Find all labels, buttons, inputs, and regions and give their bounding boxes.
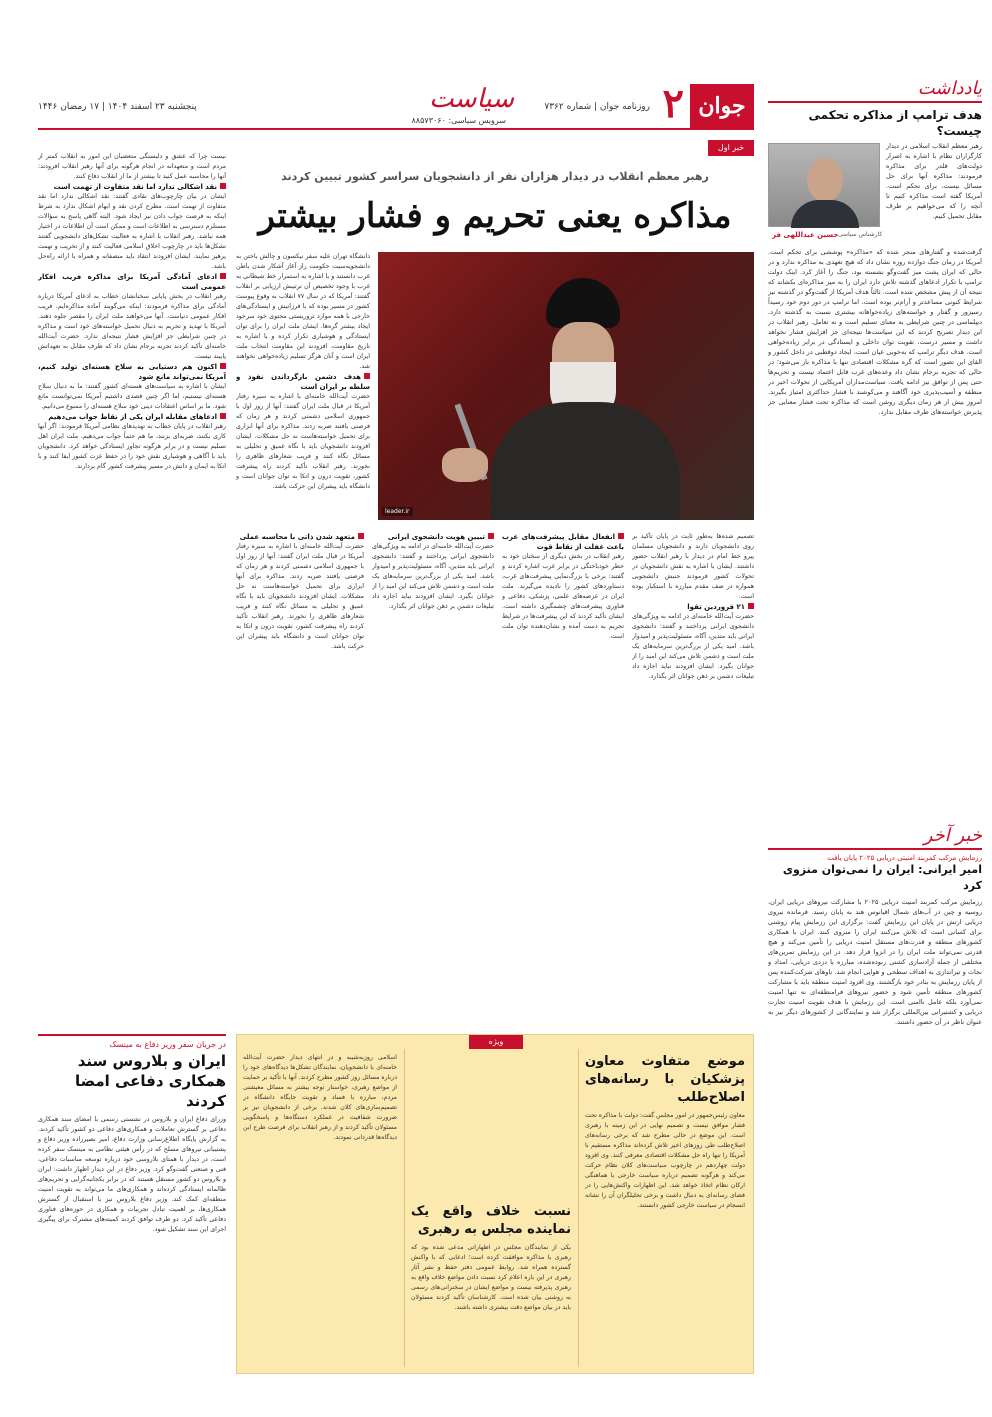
article-column-f xyxy=(372,532,494,1022)
article-column-c-text: رهبر انقلاب در بخش دیگری از سخنان خود به خطر خودباختگی در برابر غرب اشاره کردند و گفتند: برخی با بزرگ‌نمایی پیشرفت‌های غرب، دستاوردهای کشور را نادیده می‌گیرند. ملت ایران در عرصه‌های علمی، پزشکی، دفاعی و فناوری پیشرفت‌های چشمگیری داشته است. ایشان تأکید کردند که این پیشرفت‌ها در شرایط تحریم به دست آمده و نشان‌دهنده توان ملت است. xyxy=(502,553,624,640)
left-body-4: رهبر انقلاب در پایان خطاب به تهدیدهای نظامی آمریکا فرمودند: اگر آنها کاری بکنند، ضربه‌ای بزنند، ما هم حتماً جواب می‌دهیم. ملت ایران اهل تسلیم نیست و در برابر هرگونه تجاوز ایستادگی خواهد کرد. دانشجویان باید با آگاهی و هوشیاری نقش خود را در حفظ عزت کشور ایفا کنند و با اتکا به ایمان و دانش در مسیر پیشرفت کشور گام بردارند. xyxy=(38,423,226,470)
subheading-1-text: هدف دشمن بازگرداندن نفوذ و سلطه بر ایران است xyxy=(236,373,370,391)
left-subheading-2 xyxy=(38,272,226,292)
article-kicker: رهبر معظم انقلاب در دیدار هزاران نفر از دانشجویان سراسر کشور تبیین کردند xyxy=(281,170,709,183)
bullet-square xyxy=(358,533,364,539)
subheading-4 xyxy=(372,532,494,542)
author-photo xyxy=(768,143,880,227)
subheading-3 xyxy=(632,602,754,612)
belarus-story xyxy=(38,1034,226,1374)
subheading-5 xyxy=(236,532,364,542)
article-column-d-text: تصمیم شده‌ها به‌طور ثابت در پایان تأکید بر روی دانشجویان دارند و دانشجویان مسلمان پیرو خط امام در دیدار با رهبر انقلاب حضور داشتند. ایشان با اشاره به نقش دانشجویان در تحولات کشور فرمودند جنبش دانشجویی همواره در صف مقدم مبارزه با استکبار بوده است. xyxy=(632,533,754,600)
special-column-1 xyxy=(585,1053,745,1365)
subheading-4-text: تبیین هویت دانشجوی ایرانی xyxy=(387,533,485,541)
note-label: یادداشت xyxy=(768,78,982,103)
left-subheading-3 xyxy=(38,362,226,382)
left-subheading-3-text: اکنون هم دستیابی به سلاح هسته‌ای تولید کنیم، آمریکا نمی‌تواند مانع شود xyxy=(38,363,226,381)
left-column xyxy=(38,152,226,1004)
section-name: سیاست xyxy=(429,84,514,114)
bullet-square xyxy=(220,183,226,189)
bullet-square xyxy=(220,273,226,279)
article-column-b-text: حضرت آیت‌الله خامنه‌ای با اشاره به سیره رفتار آمریکا در قبال ملت ایران گفتند: آنها از روز اول با جمهوری اسلامی دشمنی کردند و هر زمان که فرصتی یافتند ضربه زدند. مذاکره برای آنها ابزاری برای تحمیل خواسته‌هاست نه حل مشکلات. ایشان افزودند دانشجویان باید با نگاه عمیق و تحلیلی به مسائل نگاه کنند و فریب شعارهای ظاهری را نخورند. رهبر انقلاب تأکید کردند راه پیشرفت کشور، تقویت درون و اتکا به توان جوانان است و دانشگاه باید پیشران این حرکت باشد. xyxy=(236,393,370,490)
special-box xyxy=(236,1034,754,1374)
last-news-kicker: رزمایش مرکب کمربند امنیتی دریایی ۲۰۲۵ پایان یافت xyxy=(827,854,982,862)
author-body xyxy=(791,200,859,228)
article-column-e xyxy=(502,532,624,1022)
photo-robe xyxy=(490,402,680,520)
photo-turban xyxy=(546,278,620,328)
bullet-square xyxy=(220,413,226,419)
note-body: گرفت‌شده و گفتارهای منجر شده که «مذاکره» پوششی برای تحکم است. آمریکا در زمان جنگ دوازده روزه نشان داد که هیچ تعهدی به مذاکره ندارد و در حالی که ایران پشت میز گفت‌وگو نشسته بود، جنگ را آغاز کرد. اینک دولت ترامپ با تکرار ادعاهای گذشته تلاش دارد ایران را به میز مذاکره‌ای بکشاند که نتیجه آن از پیش مشخص شده است. ثالثاً هدف آمریکا از گفت‌وگو در گذشته نیز شرایط کنونی مساعدتر و آرام‌تر بوده است، اما ترامپ در دور دوم خود رسیداً رسیزور و گفتار و خواسته‌های زیاده‌خواهانه بیشتری نسبت به گذشته دارد. دیپلماسی در چنین شرایطی به معنای تسلیم است و نه تعامل. رهبر انقلاب در این دیدار تصریح کردند که این سیاست‌ها نتیجه‌ای جز افزایش فشار نخواهد داشت و مسیر درست، تقویت توان داخلی و ایستادگی در برابر زیاده‌خواهی است. هدف دیگر ترامپ که به‌خوبی عیان است، ایجاد دوقطبی در داخل کشور و القای این تصور است که گره مشکلات اقتصادی تنها با مذاکره باز می‌شود؛ در حالی که تجربه برجام نشان داد وعده‌های غرب قابل اعتماد نیست و تحریم‌ها حتی پس از توافق نیز ادامه یافت. سیاست‌مداران آمریکایی از تحولات اخیر در منطقه و آسیب‌پذیری خود آگاهند و می‌کوشند با فشار حداکثری امتیاز بگیرند. امروز بیش از هر زمان دیگری روشن است که مذاکره تحت فشار معنایی جز پذیرش خواسته‌های طرف مقابل ندارد. xyxy=(768,248,982,416)
special-title-1: موضع متفاوت معاون پزشکیان با رسانه‌های اصلاح‌طلب xyxy=(585,1054,745,1105)
column-divider xyxy=(404,1049,405,1367)
right-column xyxy=(768,78,982,1417)
special-column-3 xyxy=(243,1053,397,1365)
special-column-2 xyxy=(411,1053,571,1365)
belarus-body: وزرای دفاع ایران و بلاروس در نشستی رسمی با امضای سند همکاری دفاعی بر گسترش تعاملات و همکاری‌های دفاعی دو کشور تأکید کردند. به گزارش پایگاه اطلاع‌رسانی وزارت دفاع، امیر نصیرزاده وزیر دفاع و پشتیبانی نیروهای مسلح که در رأس هیئتی نظامی به مینسک سفر کرده است، در دیدار با همتای بلاروسی خود درباره توسعه مناسبات دفاعی، فنی و صنعتی گفت‌وگو کرد. وزیر دفاع در این دیدار اظهار داشت: ایران و بلاروس دو کشور مستقل هستند که در برابر یکجانبه‌گرایی و تحریم‌های ظالمانه ایستادگی کرده‌اند و همکاری‌های ما می‌تواند به تقویت امنیت منطقه‌ای کمک کند. وزیر دفاع بلاروس نیز با استقبال از گسترش همکاری‌ها، بر اهمیت تبادل تجربیات و همکاری در حوزه‌های فناوری دفاعی تأکید کرد. دو طرف توافق کردند کمیته‌های مشترک برای پیگیری اجرای این سند تشکیل شود. xyxy=(38,1116,226,1233)
article-column-e-text: حضرت آیت‌الله خامنه‌ای در ادامه به ویژگی‌های دانشجوی ایرانی پرداختند و گفتند: دانشجوی ایرانی باید متدین، آگاه، مسئولیت‌پذیر و امیدوار باشد. امید یکی از بزرگ‌ترین سرمایه‌های یک ملت است و دشمن تلاش می‌کند این امید را از جوانان بگیرد. ایشان افزودند نباید اجازه داد تبلیغات دشمن بر ذهن جوانان اثر بگذارد. xyxy=(372,543,494,610)
note-title: هدف ترامپ از مذاکره تحکمی چیست؟ xyxy=(808,108,982,138)
left-subheading-2-text: ادعای آمادگی آمریکا برای مذاکره فریب افکار عمومی است xyxy=(38,273,226,291)
subheading-2 xyxy=(502,532,624,552)
special-title-2: نسبت خلاف واقع یک نماینده مجلس به رهبری xyxy=(411,1204,571,1237)
subheading-3-text: ۲۱ فروردین تقوا xyxy=(687,603,745,611)
left-subheading-1 xyxy=(38,182,226,192)
author-name: حسین عبداللهی فر xyxy=(772,231,839,239)
subheading-5-text: متعهد شدن ذاتی با محاسبه عملی xyxy=(239,533,355,541)
article-headline: مذاکره یعنی تحریم و فشار بیشتر xyxy=(258,196,732,236)
left-body-2: رهبر انقلاب در بخش پایانی سخنانشان خطاب به ادعای آمریکا درباره آمادگی برای مذاکره فرمودند: اینکه می‌گویند آماده مذاکره‌ایم، فریب افکار عمومی دنیاست. آنها می‌خواهند ملت ایران را مقصر جلوه دهند. آمریکا با تهدید و تحریم به دنبال تحمیل خواسته‌های خود است و مذاکره در چنین شرایطی جز افزایش فشار نتیجه‌ای ندارد. حضرت آیت‌الله خامنه‌ای تأکید کردند تجربه برجام نشان داد که طرف مقابل به تعهداتش پایبند نیست. xyxy=(38,293,226,360)
bullet-square xyxy=(220,363,226,369)
belarus-title: ایران و بلاروس سند همکاری دفاعی امضا کردند xyxy=(74,1052,226,1110)
special-tag: ویژه xyxy=(469,1035,523,1049)
article-column-g-text: حضرت آیت‌الله خامنه‌ای با اشاره به سیره رفتار آمریکا در قبال ملت ایران گفتند: آنها از روز اول با جمهوری اسلامی دشمنی کردند و هر زمان که فرصتی یافتند ضربه زدند. مذاکره برای آنها ابزاری برای تحمیل خواسته‌هاست نه حل مشکلات. ایشان افزودند دانشجویان باید با نگاه عمیق و تحلیلی به مسائل نگاه کنند و فریب شعارهای ظاهری را نخورند. رهبر انقلاب تأکید کردند راه پیشرفت کشور، تقویت درون و اتکا به توان جوانان است و دانشگاه باید پیشران این حرکت باشد. xyxy=(236,543,364,650)
article-column-d2-text: حضرت آیت‌الله خامنه‌ای در ادامه به ویژگی‌های دانشجوی ایرانی پرداختند و گفتند: دانشجوی ایرانی باید متدین، آگاه، مسئولیت‌پذیر و امیدوار باشد. امید یکی از بزرگ‌ترین سرمایه‌های یک ملت است و دشمن تلاش می‌کند این امید را از جوانان بگیرد. ایشان افزودند نباید اجازه داد تبلیغات دشمن بر ذهن جوانان اثر بگذارد. xyxy=(632,613,754,680)
note-intro: رهبر معظم انقلاب اسلامی در دیدار کارگزاران نظام با اشاره به اصرار دولت‌های قلدر برای مذاکره فرمودند: مذاکره آنها برای حل مسائل نیست، برای تحکم است. آمریکا گفته است مذاکره کنیم تا آنچه را که می‌خواهیم بر طرف مقابل تحمیل کنیم. xyxy=(886,142,982,220)
left-body-1: ایشان در بیان چارچوب‌های نقادی گفتند: نقد اشکالی ندارد اما نقد متفاوت از تهمت است. مطرح کردن نقد و ابهام اشکال ندارد به شرط اینکه به فرصت جواب دادن نیز ایجاد شود. البته گاهی پاسخ به سؤالات مستلزم دسترسی به اطلاعات است و ممکن است آن اطلاعات در اختیار همه نباشد. رهبر انقلاب با اشاره به فعالیت تشکل‌های دانشجویی گفتند تشکل‌ها باید در چارچوب اخلاق اسلامی فعالیت کنند و از تخریب و تهمت پرهیز نمایند. ایشان افزودند انتقاد باید منصفانه و همراه با ارائه راه‌حل باشد. xyxy=(38,193,226,270)
column-divider xyxy=(578,1049,579,1367)
paper-logo: جوان xyxy=(690,84,754,128)
subheading-2-text: انفعال مقابل پیشرفت‌های غرب باعث غفلت از نقاط قوت xyxy=(502,533,624,551)
last-news xyxy=(768,825,982,1247)
paper-info: روزنامه جوان | شماره ۷۳۶۲ xyxy=(544,102,650,112)
author-face xyxy=(807,158,843,202)
article-column-d xyxy=(632,532,754,1022)
masthead xyxy=(38,80,754,130)
belarus-kicker: در جریان سفر وزیر دفاع به مینسک xyxy=(109,1040,226,1049)
article-column-a xyxy=(236,252,370,520)
bullet-square xyxy=(618,533,624,539)
bullet-square xyxy=(364,373,370,379)
section-tag: خبر اول xyxy=(708,140,754,156)
note-top xyxy=(768,139,982,247)
photo-credit: leader.ir xyxy=(382,507,413,516)
bullet-square xyxy=(748,603,754,609)
left-subheading-1-text: نقد اشکالی ندارد اما نقد متفاوت از تهمت است xyxy=(53,183,217,191)
last-news-label: خبر آخر xyxy=(768,825,982,850)
last-news-title: امیر ایرانی: ایران را نمی‌توان منزوی کرد xyxy=(782,863,982,892)
subheading-1 xyxy=(236,372,370,392)
left-subheading-4-text: ادعاهای مقابله ایران یکی از نقاط جواب می‌دهیم xyxy=(48,413,217,421)
bullet-square xyxy=(488,533,494,539)
last-news-body: رزمایش مرکب کمربند امنیت دریایی ۲۰۲۵ با مشارکت نیروهای دریایی ایران، روسیه و چین در آب‌های شمال اقیانوس هند به پایان رسید. فرمانده نیروی دریایی ارتش در پایان این رزمایش گفت: برگزاری این رزمایش پیام روشنی برای کسانی است که تلاش می‌کنند ایران را منزوی کنند. ایران با همکاری کشورهای منطقه و قدرت‌های مستقل امنیت دریایی را تأمین می‌کند و هیچ قدرتی نمی‌تواند ملت ایران را در انزوا قرار دهد. در این رزمایش تمرین‌های مختلفی از جمله آزادسازی کشتی ربوده‌شده، مبارزه با دزدی دریایی، امداد و نجات و تیراندازی به اهداف سطحی و هوایی انجام شد. ناوهای شرکت‌کننده پس از پایان رزمایش به بنادر خود بازگشتند. وی افزود امنیت منطقه باید با مشارکت کشورهای منطقه تأمین شود و حضور نیروهای فرامنطقه‌ای نه تنها امنیت نمی‌آورد بلکه عامل ناامنی است. این رزمایش با هدف تقویت امنیت تجارت دریایی و کشتیرانی بین‌المللی برگزار شد و نمایندگانی از کشورهای دیگر نیز به عنوان ناظر در آن حضور داشتند. xyxy=(768,898,982,1026)
section-phone: سرویس سیاسی: ۸۸۵۷۳۰۶۰ xyxy=(411,116,506,125)
photo-hand xyxy=(442,448,488,482)
date-line: پنجشنبه ۲۳ اسفند ۱۴۰۴ | ۱۷ رمضان ۱۴۴۶ xyxy=(38,102,197,112)
left-subheading-4 xyxy=(38,412,226,422)
page-number: ۲ xyxy=(662,80,684,127)
article-column-g xyxy=(236,532,364,1022)
special-body-2: یکی از نمایندگان مجلس در اظهاراتی مدعی شده بود که رهبری با مذاکره موافقت کرده است؛ ادعایی که با واکنش گسترده همراه شد. روابط عمومی دفتر حفظ و نشر آثار رهبری در این باره اعلام کرد نسبت دادن مواضع خلاف واقع به رهبری پذیرفته نیست و مواضع ایشان در سخنرانی‌های رسمی به روشنی بیان شده است. کارشناسان تأکید کردند مسئولان باید در بیان مواضع دقت بیشتری داشته باشند. xyxy=(411,1244,571,1311)
special-body-3: اسلامی روزبه‌شیبه و در انتهای دیدار حضرت آیت‌الله خامنه‌ای با دانشجویان، نمایندگان تشکل‌ها دیدگاه‌های خود را درباره مسائل روز کشور مطرح کردند. آنها با تأکید بر حمایت از مواضع رهبری، خواستار توجه بیشتر به مسائل معیشتی مردم، مبارزه با فساد و تقویت جایگاه دانشگاه در تصمیم‌سازی‌های کلان شدند. برخی از دانشجویان نیز بر ضرورت شفافیت در عملکرد دستگاه‌ها و پاسخگویی مسئولان تأکید کردند و از رهبر انقلاب برای فرصت طرح این دیدگاه‌ها قدردانی نمودند. xyxy=(243,1054,397,1141)
left-intro: نیست چرا که عشق و دلبستگی متعصبان این امور به انقلاب کمتر از مردم است و متعهدانه در انجام هرگونه برای آنها رهبر انقلاب افزودند: آنها را محاسبه عمل کنید تا بیشتر از ما از انقلاب دفاع کنند. xyxy=(38,153,226,180)
author-role: کارشناس سیاسی xyxy=(838,231,883,238)
leader-photo xyxy=(378,252,754,520)
special-body-1: معاون رئیس‌جمهور در امور مجلس گفت: دولت با مذاکره تحت فشار موافق نیست و تصمیم نهایی در این زمینه با رهبری است. این موضع در حالی مطرح شد که برخی رسانه‌های اصلاح‌طلب طی روزهای اخیر تلاش کرده‌اند مذاکره مستقیم با آمریکا را تنها راه حل مشکلات اقتصادی معرفی کنند. وی افزود دولت چهاردهم در چارچوب سیاست‌های کلان نظام حرکت می‌کند و هرگونه تصمیم درباره سیاست خارجی با هماهنگی ارکان نظام اتخاذ خواهد شد. این اظهارات واکنش‌هایی را در فضای رسانه‌ای به دنبال داشت و برخی تحلیلگران آن را نشانه انسجام در سیاست خارجی کشور دانستند. xyxy=(585,1112,745,1209)
left-body-3: ایشان با اشاره به سیاست‌های هسته‌ای کشور گفتند: ما به دنبال سلاح هسته‌ای نیستیم، اما اگر چنین قصدی داشتیم آمریکا نمی‌توانست مانع شود. ما بر اساس اعتقادات دینی خود سلاح هسته‌ای را ممنوع می‌دانیم. xyxy=(38,383,226,410)
article-column-a-text: دانشگاه تهران علیه سفر نیکسون و چالش باختن به دانشجویه‌سیت حکومت راز آغاز آشکار شدن باطن غرب دانستند و با اشاره به استمرار خط شیطانی به غرب با وجود تخصیص آن ترتیبش ارزیابی بر انقلاب گفتند: آمریکا که در سال ۷۷ انقلاب به وقوع پیوست کشور در مسیر بوده که با فرزانیش و ایستادگی‌های خارجی با همه موارد تروریستی محتوی خود سرخود ایجاد بیشتر گره‌ها. ایشان ملت ایران را برای توان ایستادگی و هوشیاری تکرار کرده و با اشاره به تاریخ مقاومت، افزودند این مقاومت انتخاب ملت ایران است و آنان هرگز تسلیم زیاده‌خواهی نخواهند شد. xyxy=(236,253,370,370)
